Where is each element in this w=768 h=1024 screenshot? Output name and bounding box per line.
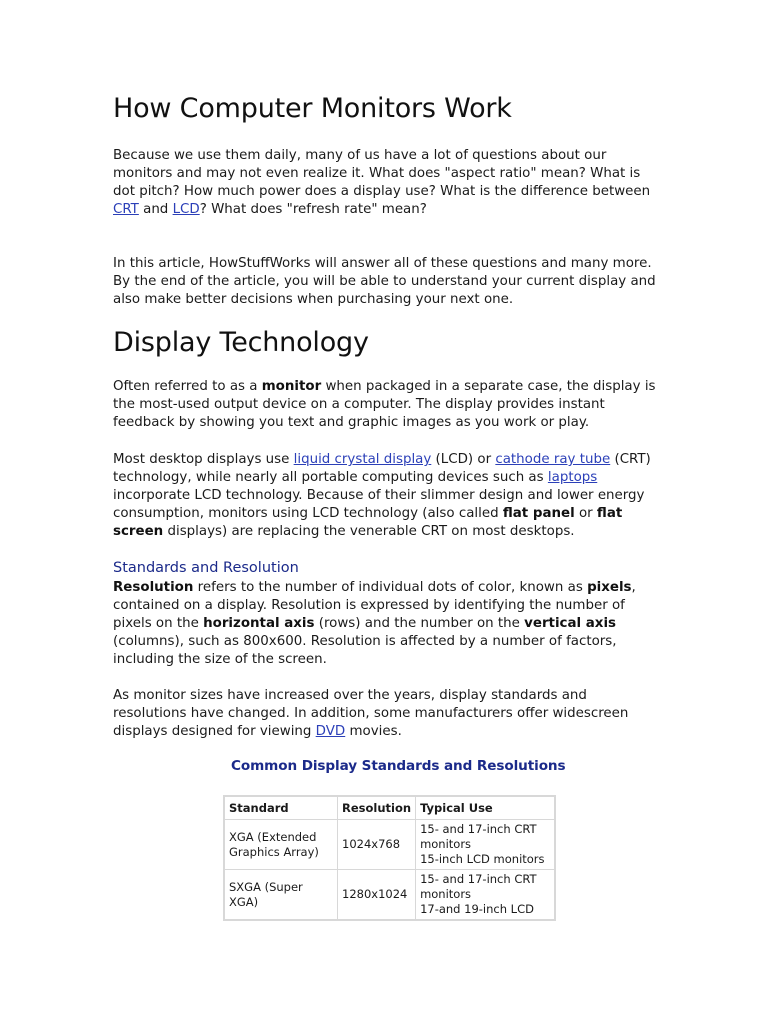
display-p1-pre: Often referred to as a: [113, 379, 262, 394]
liquid-crystal-display-link[interactable]: liquid crystal display: [293, 452, 432, 467]
cell-standard: SXGA (Super XGA): [224, 870, 338, 921]
pixels-term: pixels: [587, 580, 632, 595]
dvd-link[interactable]: DVD: [315, 724, 346, 739]
typical-use-line: 15- and 17-inch CRT monitors: [420, 872, 537, 901]
typical-use-line: 15- and 17-inch CRT monitors: [420, 822, 537, 851]
table-row: [224, 870, 555, 921]
table-header-row: [224, 796, 555, 820]
display-paragraph-1: [113, 378, 658, 432]
display-p1-post: when packaged in a separate case, the display is the most-used output device on a computer. The display provides instant feedback by showing you text and graphic images as you work or play.: [113, 379, 656, 430]
page-title: How Computer Monitors Work: [113, 93, 512, 124]
typical-use-line: 15-inch LCD monitors: [420, 852, 545, 866]
typical-use-line: 17-and 19-inch LCD: [420, 902, 534, 916]
section-heading-display-technology: Display Technology: [113, 327, 369, 358]
cell-typical-use: [416, 820, 556, 870]
standards-p1-d: (columns), such as 800x600. Resolution is affected by a number of factors, including the size of the screen.: [113, 634, 617, 667]
intro-1-text-pre: Because we use them daily, many of us have a lot of questions about our monitors and may not even realize it. What does "aspect ratio" mean? What is dot pitch? How much power does a display use? What is the difference between: [113, 148, 651, 199]
standards-p1-c: (rows) and the number on the: [314, 616, 525, 631]
laptops-link[interactable]: laptops: [547, 470, 598, 485]
intro-paragraph-1: [113, 147, 658, 219]
intro-paragraph-2: In this article, HowStuffWorks will answer all of these questions and many more. By the end of the article, you will be able to understand your current display and also make better decisions when purchasing your next one.: [113, 256, 656, 307]
flat-screen-term: flat screen: [113, 506, 623, 539]
display-p2-mid2: (CRT) technology, while nearly all portable computing devices such as: [113, 452, 651, 485]
column-header-typical-use: Typical Use: [416, 796, 556, 820]
cell-standard: XGA (Extended Graphics Array): [224, 820, 338, 870]
display-paragraph-2: [113, 451, 658, 541]
lcd-link[interactable]: LCD: [172, 202, 200, 217]
intro-1-text-post: ? What does "refresh rate" mean?: [199, 202, 427, 217]
cathode-ray-tube-link[interactable]: cathode ray tube: [495, 452, 611, 467]
table-caption: Common Display Standards and Resolutions: [231, 758, 566, 774]
display-p2-mid3: incorporate LCD technology. Because of their slimmer design and lower energy consumption, monitors using LCD technology (also called: [113, 488, 645, 521]
column-header-standard: Standard: [224, 796, 338, 820]
cell-resolution: 1280x1024: [338, 870, 416, 921]
display-p2-mid4: or: [574, 506, 597, 521]
vertical-axis-term: vertical axis: [524, 616, 617, 631]
flat-panel-term: flat panel: [502, 506, 575, 521]
subheading-standards-and-resolution: Standards and Resolution: [113, 560, 299, 576]
standards-p1-a: refers to the number of individual dots of color, known as: [193, 580, 588, 595]
display-p2-post: displays) are replacing the venerable CRT on most desktops.: [163, 524, 575, 539]
column-header-resolution: Resolution: [338, 796, 416, 820]
table-row: [224, 820, 555, 870]
standards-paragraph-2: [113, 687, 658, 741]
standards-p2-post: movies.: [345, 724, 402, 739]
intro-1-text-mid: and: [138, 202, 173, 217]
display-p2-pre: Most desktop displays use: [113, 452, 294, 467]
horizontal-axis-term: horizontal axis: [203, 616, 315, 631]
cell-typical-use: [416, 870, 556, 921]
crt-link[interactable]: CRT: [113, 202, 139, 217]
resolution-term: Resolution: [113, 580, 194, 595]
monitor-term: monitor: [261, 379, 322, 394]
cell-resolution: 1024x768: [338, 820, 416, 870]
standards-p1-b: , contained on a display. Resolution is expressed by identifying the number of pixels on the: [113, 580, 636, 631]
standards-p2-pre: As monitor sizes have increased over the years, display standards and resolutions have changed. In addition, some manufacturers offer widescreen displays designed for viewing: [113, 688, 629, 739]
display-standards-table: [223, 795, 556, 921]
display-p2-mid1: (LCD) or: [431, 452, 496, 467]
standards-paragraph-1: [113, 579, 658, 669]
